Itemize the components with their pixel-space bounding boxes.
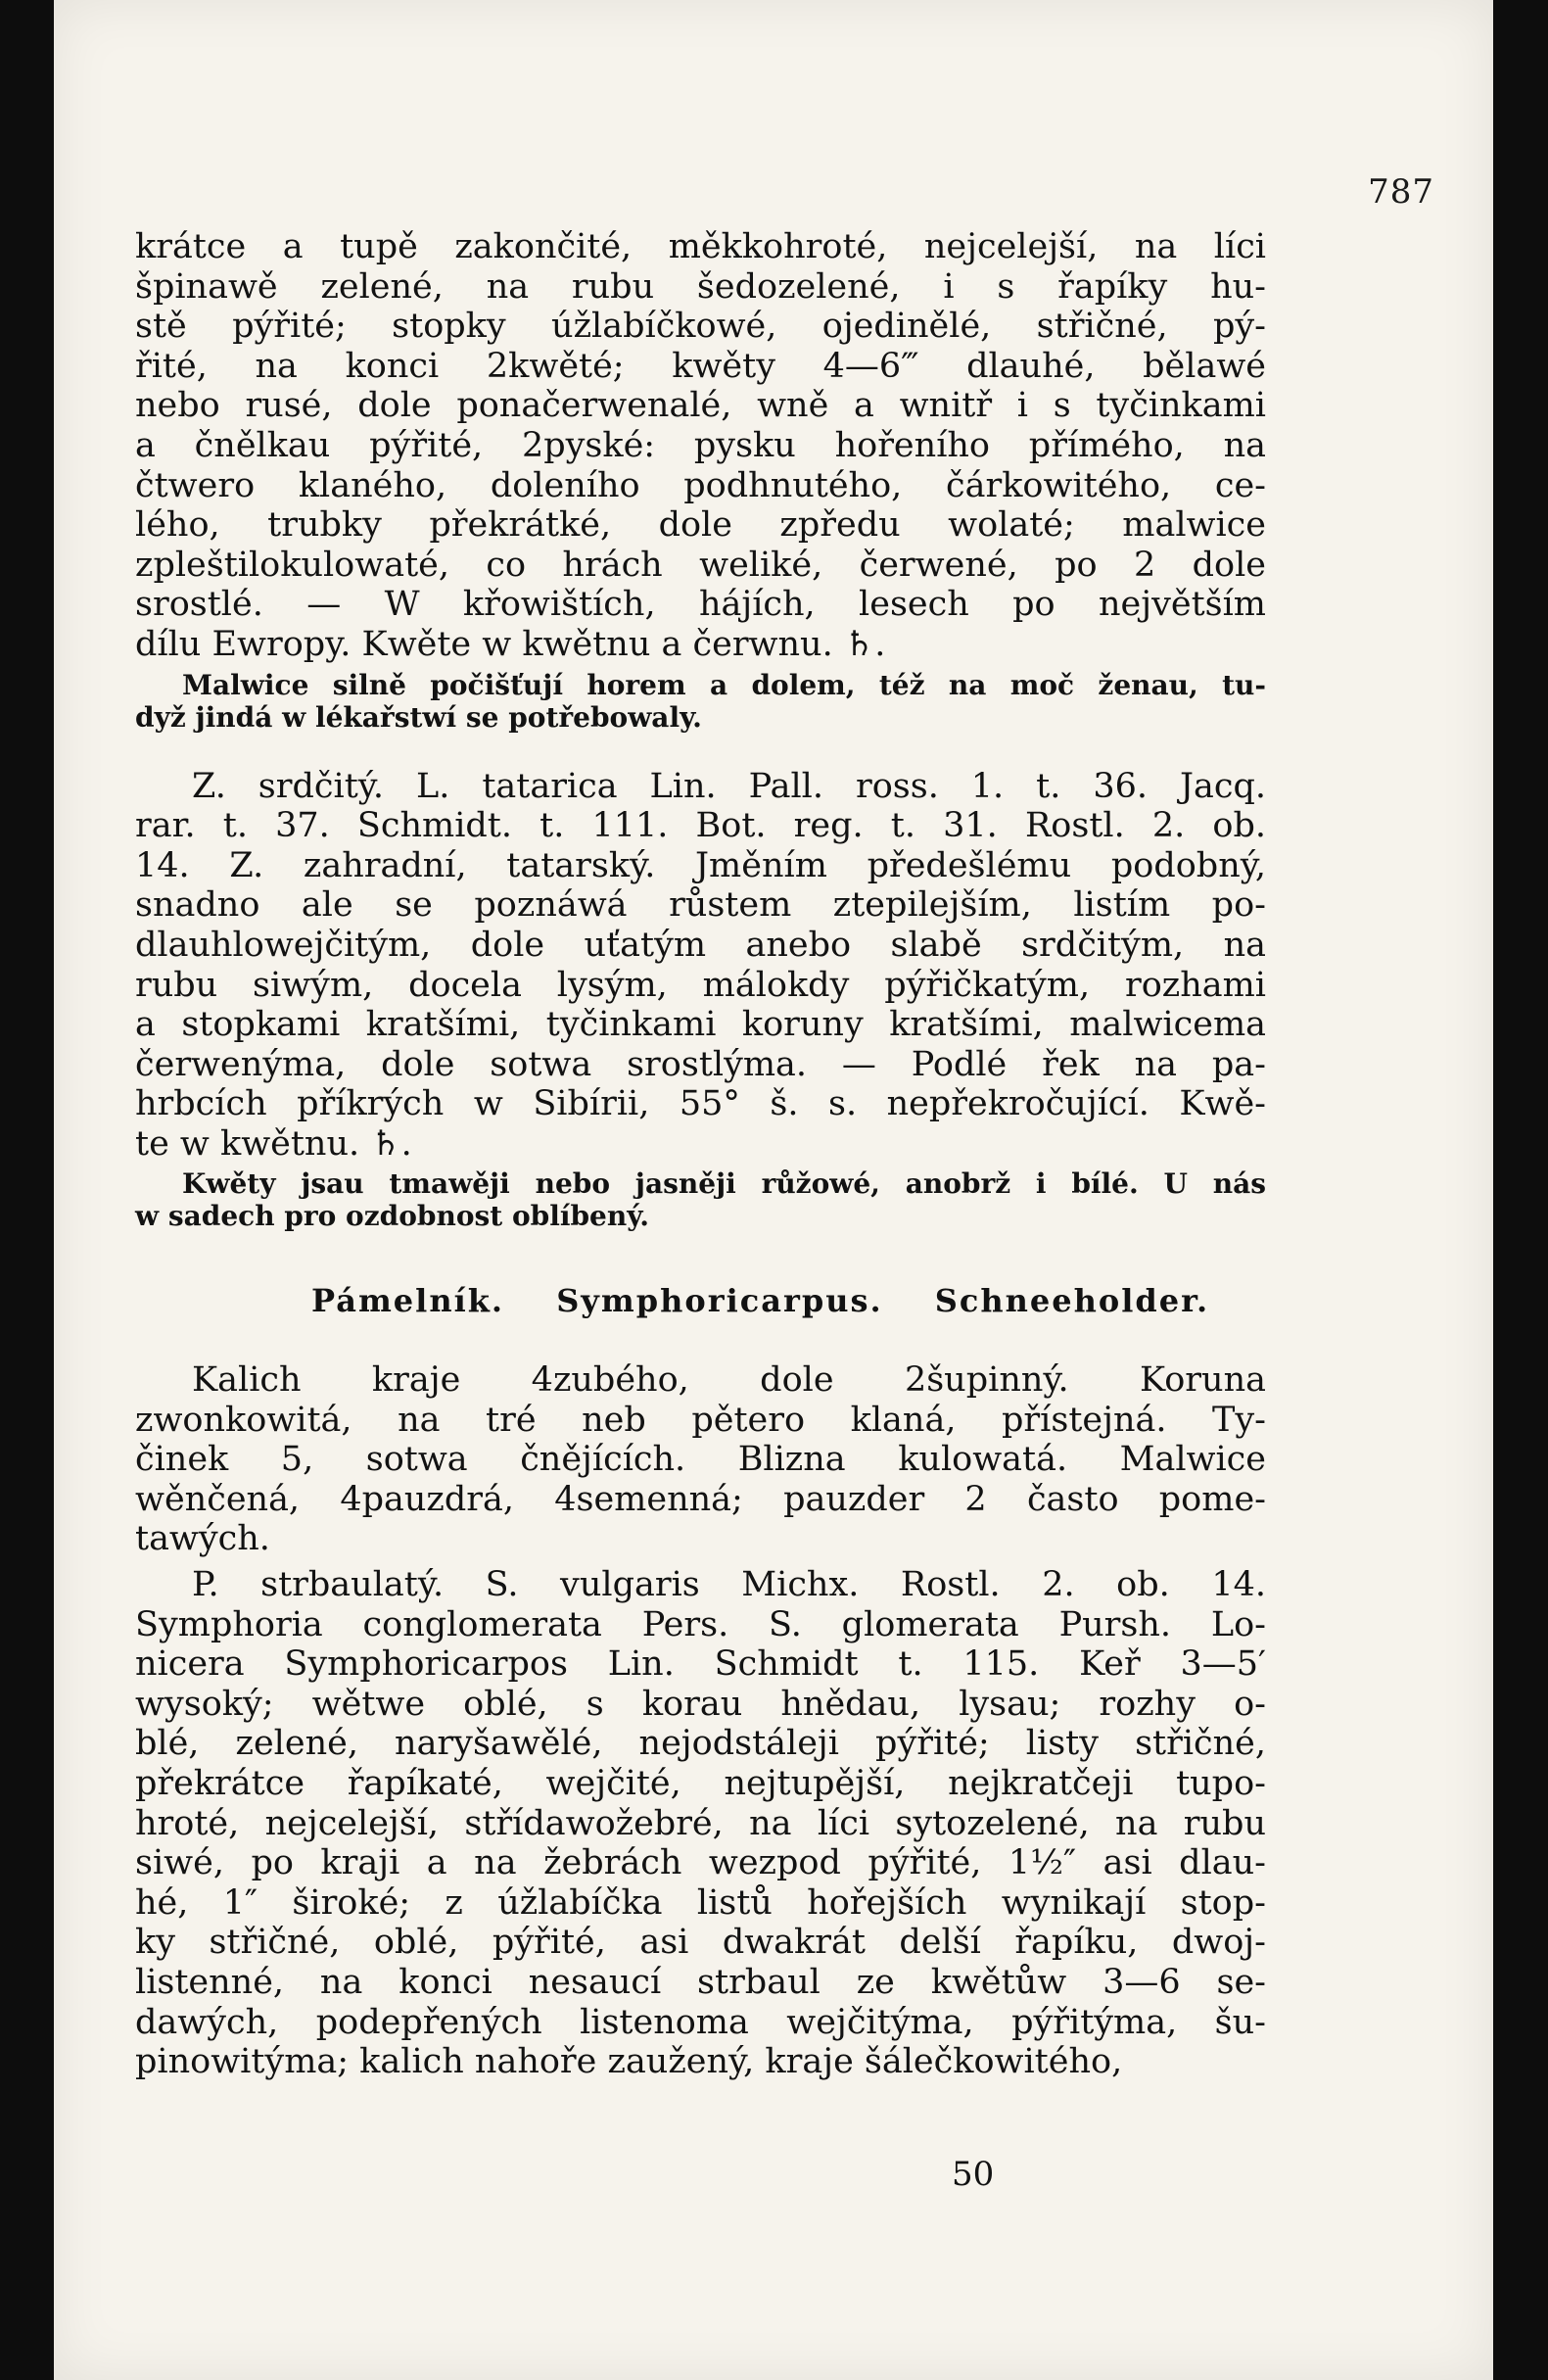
text-line: listenné, na konci nesaucí strbaul ze kwětůw 3—6 se- bbox=[135, 1962, 1266, 2002]
text-line: wěnčená, 4pauzdrá, 4semenná; pauzder 2 často pome- bbox=[135, 1479, 1266, 1519]
text-line: a čnělkau pýřité, 2pyské: pysku hořeního přímého, na bbox=[135, 425, 1266, 465]
text-line: tawých. bbox=[135, 1519, 270, 1559]
text-line: dawých, podepřených listenoma wejčitýma, pýřitýma, šu- bbox=[135, 2002, 1266, 2042]
text-line: dyž jindá w lékařstwí se potřebowaly. bbox=[135, 700, 702, 734]
paragraph-species-description bbox=[135, 227, 1266, 665]
text-line: wysoký; wětwe oblé, s korau hnědau, lysau; rozhy o- bbox=[135, 1684, 1266, 1724]
page-number: 787 bbox=[1368, 172, 1434, 212]
text-line: zpleštilokulowaté, co hrách weliké, čerwené, po 2 dole bbox=[135, 545, 1266, 585]
text-line: snadno ale se poznáwá růstem ztepilejším, listím po- bbox=[135, 885, 1266, 926]
text-line: krátce a tupě zakončité, měkkohroté, nejcelejší, na líci bbox=[135, 227, 1266, 266]
text-line: P. strbaulatý. S. vulgaris Michx. Rostl. 2. ob. 14. bbox=[192, 1565, 1266, 1605]
text-line: hroté, nejcelejší, střídawožebré, na líci sytozelené, na rubu bbox=[135, 1803, 1266, 1843]
text-line: Kwěty jsau tmawěji nebo jasněji růžowé, anobrž i bílé. U nás bbox=[182, 1167, 1266, 1201]
text-line: čtwero klaného, doleního podhnutého, čárkowitého, ce- bbox=[135, 465, 1266, 505]
paragraph-genus-description bbox=[135, 1360, 1266, 1559]
footnote-ornamental bbox=[135, 1167, 1266, 1232]
text-line: hé, 1″ široké; z úžlabíčka listů hořejších wynikají stop- bbox=[135, 1882, 1266, 1923]
text-line: čerwenýma, dole sotwa srostlýma. — Podlé řek na pa- bbox=[135, 1044, 1266, 1084]
signature-mark: 50 bbox=[952, 2155, 995, 2194]
text-line: lého, trubky překrátké, dole zpředu wolaté; malwice bbox=[135, 505, 1266, 546]
footnote-medicinal-use bbox=[135, 669, 1266, 734]
genus-name-german: Schneeholder. bbox=[934, 1282, 1210, 1320]
book-page bbox=[54, 0, 1493, 2380]
page-body bbox=[135, 227, 1266, 2082]
text-line: dílu Ewropy. Kwěte w kwětnu a čerwnu. ♄. bbox=[135, 624, 886, 664]
text-line: blé, zelené, naryšawělé, nejodstáleji pýřité; listy střičné, bbox=[135, 1724, 1266, 1764]
genus-name-czech: Pámelník. bbox=[311, 1282, 505, 1320]
text-line: činek 5, sotwa čnějících. Blizna kulowatá. Malwice bbox=[135, 1440, 1266, 1480]
text-line: pinowitýma; kalich nahoře zaužený, kraje šálečkowitého, bbox=[135, 2042, 1123, 2082]
text-line: Symphoria conglomerata Pers. S. glomerata Pursh. Lo- bbox=[135, 1604, 1266, 1644]
text-line: překrátce řapíkaté, wejčité, nejtupější, nejkratčeji tupo- bbox=[135, 1764, 1266, 1803]
text-line: 14. Z. zahradní, tatarský. Jměním předešlému podobný, bbox=[135, 845, 1266, 885]
text-line: hrbcích příkrých w Sibírii, 55° š. s. nepřekročující. Kwě- bbox=[135, 1084, 1266, 1124]
text-line: siwé, po kraji a na žebrách wezpod pýřité, 1½″ asi dlau- bbox=[135, 1843, 1266, 1883]
text-line: Malwice silně počišťují horem a dolem, též na moč ženau, tu- bbox=[182, 668, 1266, 701]
text-line: dlauhlowejčitým, dole uťatým anebo slabě srdčitým, na bbox=[135, 925, 1266, 965]
text-line: řité, na konci 2kwěté; kwěty 4—6‴ dlauhé, bělawé bbox=[135, 346, 1266, 386]
text-line: ky střičné, oblé, pýřité, asi dwakrát delší řapíku, dwoj- bbox=[135, 1923, 1266, 1963]
text-line: rubu siwým, docela lysým, málokdy pýřičkatým, rozhami bbox=[135, 965, 1266, 1005]
text-line: zwonkowitá, na tré neb pětero klaná, přístejná. Ty- bbox=[135, 1400, 1266, 1440]
text-line: Kalich kraje 4zubého, dole 2šupinný. Koruna bbox=[192, 1360, 1266, 1401]
text-line: nicera Symphoricarpos Lin. Schmidt t. 115. Keř 3—5′ bbox=[135, 1644, 1266, 1685]
text-line: srostlé. — W křowištích, hájích, lesech po největším bbox=[135, 585, 1266, 625]
text-line: rar. t. 37. Schmidt. t. 111. Bot. reg. t. 31. Rostl. 2. ob. bbox=[135, 806, 1266, 846]
text-line: nebo rusé, dole ponačerwenalé, wně a wnitř i s tyčinkami bbox=[135, 386, 1266, 426]
text-line: špinawě zelené, na rubu šedozelené, i s řapíky hu- bbox=[135, 266, 1266, 307]
text-line: w sadech pro ozdobnost oblíbený. bbox=[135, 1200, 650, 1233]
text-line: Z. srdčitý. L. tatarica Lin. Pall. ross. 1. t. 36. Jacq. bbox=[192, 766, 1266, 806]
text-line: te w kwětnu. ♄. bbox=[135, 1123, 412, 1164]
paragraph-species-tatarica bbox=[135, 767, 1266, 1165]
paragraph-species-vulgaris bbox=[135, 1565, 1266, 2082]
text-line: stě pýřité; stopky úžlabíčkowé, ojedinělé, střičné, pý- bbox=[135, 307, 1266, 347]
text-line: a stopkami kratšími, tyčinkami koruny kratšími, malwicema bbox=[135, 1005, 1266, 1045]
genus-name-latin: Symphoricarpus. bbox=[556, 1282, 883, 1320]
genus-heading bbox=[135, 1281, 1266, 1321]
